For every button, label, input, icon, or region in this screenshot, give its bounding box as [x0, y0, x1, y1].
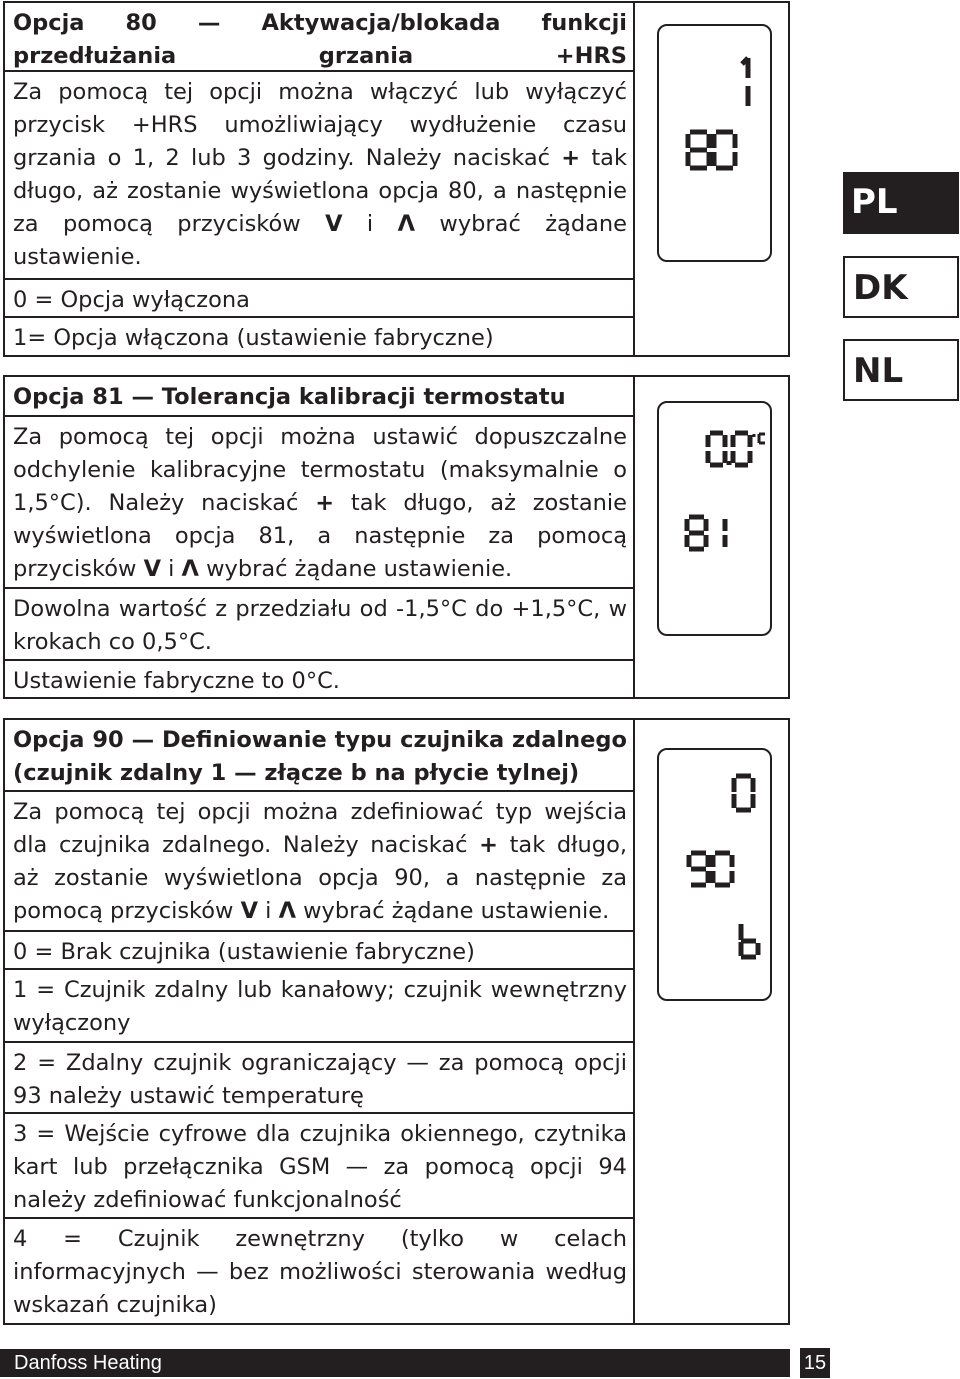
description-text: wybrać żądane ustawienie.	[296, 898, 610, 924]
description-text: tak długo, aż zostanie wyświetlona opcja 90, a następnie za pomocą przycisków	[13, 832, 627, 924]
description-text: i	[160, 556, 182, 582]
lcd-display-option-80	[657, 24, 772, 262]
option-90-description	[5, 792, 633, 932]
option-81-factory-setting: Ustawienie fabryczne to 0°C.	[13, 668, 340, 694]
lcd-digits-option-90	[659, 750, 770, 999]
footer-brand: Danfoss Heating	[0, 1349, 790, 1377]
option-80-description	[5, 72, 633, 280]
page-number: 15	[800, 1348, 830, 1378]
option-80-title: Opcja 80 — Aktywacja/blokada funkcji przedłużania grzania +HRS	[5, 3, 633, 72]
lcd-display-option-90	[657, 748, 772, 1001]
option-80-setting-1: 1= Opcja włączona (ustawienie fabryczne)	[13, 325, 494, 351]
option-90-title: Opcja 90 — Definiowanie typu czujnika zdalnego (czujnik zdalny 1 — złącze b na płycie tylnej)	[5, 720, 633, 792]
up-key-label: Λ	[397, 211, 416, 237]
plus-key-label: +	[315, 490, 335, 516]
down-key-label: V	[143, 556, 161, 582]
down-key-label: V	[240, 898, 259, 924]
language-tab-dk: DK	[843, 256, 959, 318]
option-80-text-column	[5, 3, 635, 355]
up-key-label: Λ	[181, 556, 199, 582]
plus-key-label: +	[561, 145, 581, 171]
description-text: i	[342, 211, 398, 237]
option-90-setting-2: 2 = Zdalny czujnik ograniczający — za pomocą opcji 93 należy ustawić temperaturę	[5, 1043, 633, 1114]
lcd-digits-option-80	[659, 26, 770, 260]
description-text: tak długo, aż zostanie wyświetlona opcja 80, a następnie za pomocą przycisków	[13, 145, 627, 237]
plus-key-label: +	[479, 832, 498, 858]
up-key-label: Λ	[278, 898, 296, 924]
option-81-title: Opcja 81 — Tolerancja kalibracji termostatu	[5, 377, 633, 417]
option-81-section	[3, 375, 790, 699]
option-90-setting-0: 0 = Brak czujnika (ustawienie fabryczne)	[5, 932, 633, 970]
option-81-range: Dowolna wartość z przedziału od -1,5°C do +1,5°C, w krokach co 0,5°C.	[5, 589, 633, 661]
option-81-description	[5, 417, 633, 589]
option-90-setting-3: 3 = Wejście cyfrowe dla czujnika okiennego, czytnika kart lub przełącznika GSM — za pomocą opcji 94 należy zdefiniować funkcjonalność	[5, 1114, 633, 1219]
description-text: wybrać żądane ustawienie.	[198, 556, 513, 582]
description-text: wybrać żądane ustawienie.	[13, 211, 628, 270]
option-81-text-column	[5, 377, 635, 697]
down-key-label: V	[325, 211, 343, 237]
option-90-setting-4: 4 = Czujnik zewnętrzny (tylko w celach informacyjnych — bez możliwości sterowania według wskazań czujnika)	[13, 1226, 627, 1318]
description-text: Za pomocą tej opcji można zdefiniować typ wejścia dla czujnika zdalnego. Należy naciskać	[13, 799, 627, 858]
description-text: tak długo, aż zostanie wyświetlona opcja 81, a następnie za pomocą przycisków	[13, 490, 627, 582]
language-tab-nl: NL	[843, 339, 959, 401]
option-90-text-column	[5, 720, 635, 1323]
description-text: Za pomocą tej opcji można ustawić dopuszczalne odchylenie kalibracyjne termostatu (maksymalnie o 1,5°C). Należy naciskać	[13, 424, 627, 516]
option-90-section	[3, 718, 790, 1325]
description-text: i	[258, 898, 279, 924]
lcd-display-option-81	[657, 401, 772, 636]
option-80-setting-0: 0 = Opcja wyłączona	[5, 280, 633, 318]
option-90-setting-1: 1 = Czujnik zdalny lub kanałowy; czujnik wewnętrzny wyłączony	[5, 970, 633, 1043]
option-80-section	[3, 1, 790, 357]
language-tab-pl: PL	[843, 172, 959, 234]
lcd-digits-option-81	[659, 403, 770, 634]
description-text: Za pomocą tej opcji można włączyć lub wyłączyć przycisk +HRS umożliwiający wydłużenie czasu grzania o 1, 2 lub 3 godziny. Należy naciskać	[13, 79, 627, 171]
